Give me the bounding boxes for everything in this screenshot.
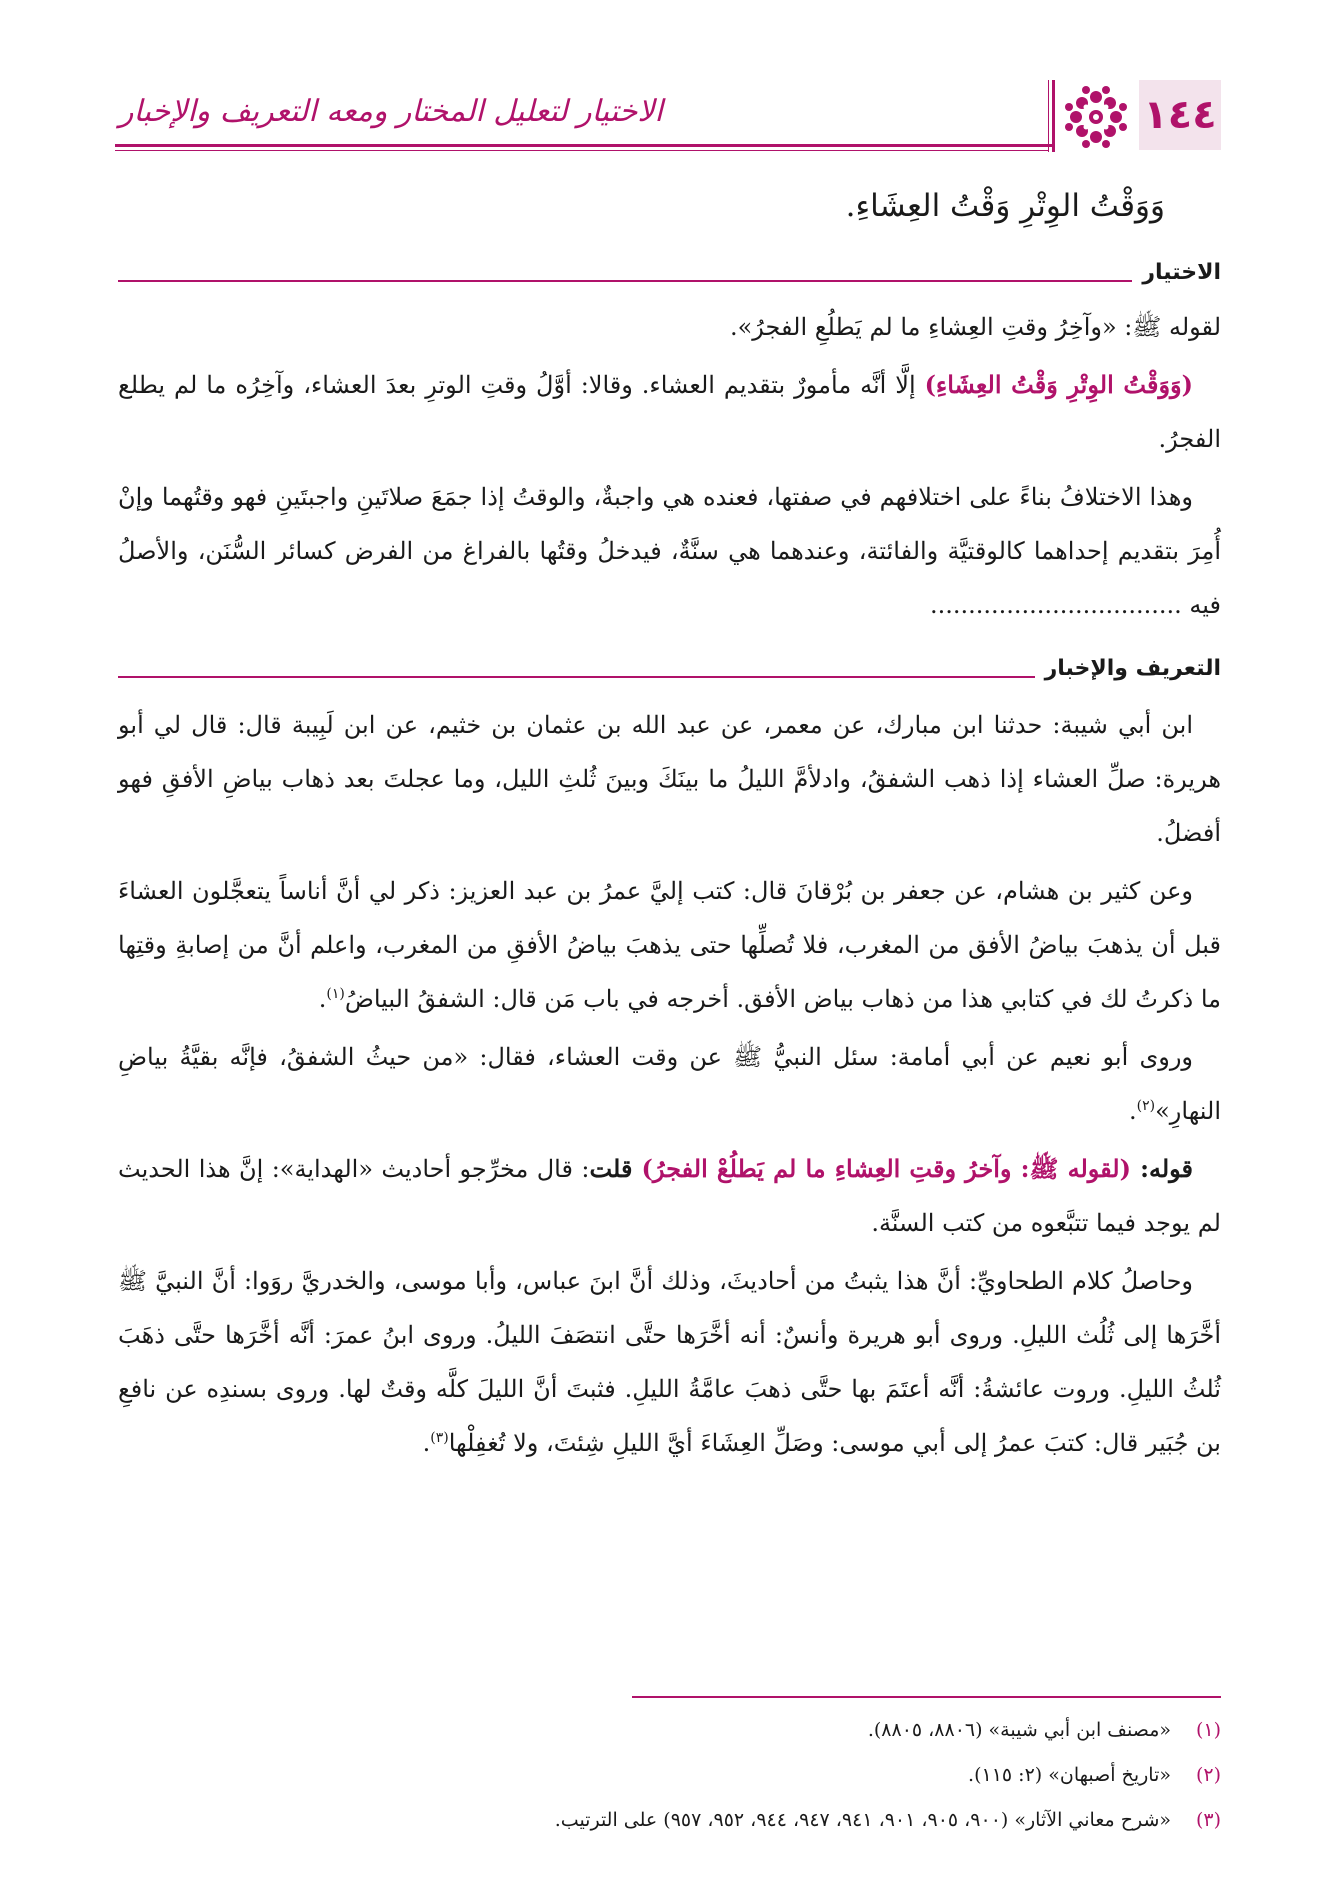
footnote-item: [118, 1753, 1221, 1798]
page-number: ١٤٤: [1139, 80, 1221, 150]
header-divider-thin: [115, 150, 1049, 151]
book-title: الاختيار لتعليل المختار ومعه التعريف والإخبار: [119, 94, 663, 129]
header-divider: [115, 144, 1055, 147]
paragraph: [118, 1142, 1221, 1250]
header-divider-vertical: [1052, 80, 1055, 152]
section-header-ikhtiyar: [118, 256, 1221, 296]
matn-quote: (وَوَقْتُ الوِتْرِ وَقْتُ العِشَاءِ): [924, 370, 1193, 399]
paragraph: [118, 698, 1221, 860]
footnote-ref[interactable]: (٣): [430, 1430, 449, 1446]
paragraph-text: لقوله ﷺ: «وآخِرُ وقتِ العِشاءِ ما لم يَطلُعِ الفجرُ».: [729, 313, 1221, 341]
footnote-ref[interactable]: (٢): [1136, 1098, 1156, 1114]
footnotes: [118, 1708, 1221, 1843]
footnote-number: (١): [1195, 1719, 1221, 1741]
footnote-divider: [632, 1696, 1221, 1698]
section-rule: [118, 280, 1221, 282]
paragraph-text: ابن أبي شيبة: حدثنا ابن مبارك، عن معمر، عن عبد الله بن عثمان بن خثيم، عن ابن لَبِيبة قال: قال لي أبو هريرة: صلِّ العشاء إذا ذهب الشفقُ، وادلأمَّ الليلُ ما بينَكَ وبينَ ثُلثِ الليل، وما عجلتَ بعد ذهاب بياضِ الأفقِ فهو أفضلُ.: [118, 711, 1221, 847]
paragraph: [118, 300, 1221, 354]
footnote-text: «مصنف ابن أبي شيبة» (٨٨٠٦، ٨٨٠٥).: [867, 1719, 1171, 1741]
footnote-text: «تاريخ أصبهان» (٢: ١١٥).: [968, 1764, 1171, 1786]
matn-quote: (لقوله ﷺ: وآخرُ وقتِ العِشاءِ ما لم يَطلُعْ الفجرُ): [641, 1154, 1131, 1183]
paragraph: [118, 470, 1221, 632]
section-header-tarif: [118, 652, 1221, 692]
tarif-body: [118, 698, 1221, 1474]
paragraph: وروى أبو نعيم عن أبي أمامة: سئل النبيُّ ﷺ عن وقت العشاء، فقال: «من حيثُ الشفقُ، فإنَّه بقيَّةُ بياضِ النهارِ»$^{(٢)}$.: [118, 1043, 1221, 1125]
page-header: [115, 80, 1221, 155]
footnote-item: [118, 1798, 1221, 1843]
section-title: التعريف والإخبار: [1035, 652, 1221, 686]
qawluhu-label: قوله:: [1130, 1154, 1194, 1183]
paragraph-text: وحاصلُ كلام الطحاويِّ: أنَّ هذا يثبتُ من أحاديثَ، وذلك أنَّ ابنَ عباس، وأبا موسى، والخدريَّ روَوا: أنَّ النبيَّ ﷺ أخَّرَها إلى ثُلُث الليلِ. وروى أبو هريرة وأنسٌ: أنه أخَّرَها حتَّى انتصَفَ الليلُ. وروى ابنُ عمرَ: أنَّه أخَّرَها حتَّى ذهَبَ ثُلثُ الليلِ. وروت عائشةُ: أنَّه أعتَمَ بها حتَّى ذهبَ عامَّةُ الليلِ. فثبتَ أنَّ الليلَ كلَّه وقتٌ لها. وروى بسندِه عن نافعِ بن جُبَير قال: كتبَ عمرُ إلى أبي موسى: وصَلِّ العِشَاءَ أيَّ الليلِ شِئتَ، ولا تُغفِلْها: [118, 1267, 1221, 1457]
rosette-icon: [1063, 84, 1129, 150]
paragraph-text: وهذا الاختلافُ بناءً على اختلافهم في صفتها، فعنده هي واجبةٌ، والوقتُ إذا جمَعَ صلاتَينِ واجبتَينِ فهو وقتُهما وإنْ أُمِرَ بتقديم إحداهما كالوقتيَّة والفائتة، وعندهما هي سنَّةٌ، فيدخلُ وقتُها بالفراغ من الفرض كسائر السُّنَن، والأصلُ فيه: [118, 483, 1222, 619]
header-divider-vertical-thin: [1048, 80, 1049, 152]
footnote-number: (٣): [1195, 1809, 1221, 1831]
paragraph: وحاصلُ كلام الطحاويِّ: أنَّ هذا يثبتُ من أحاديثَ، وذلك أنَّ ابنَ عباس، وأبا موسى، والخدريَّ روَوا: أنَّ النبيَّ ﷺ أخَّرَها إلى ثُلُث الليلِ. وروى أبو هريرة وأنسٌ: أنه أخَّرَها حتَّى انتصَفَ الليلُ. وروى ابنُ عمرَ: أنَّه أخَّرَها حتَّى ذهَبَ ثُلثُ الليلِ. وروت عائشةُ: أنَّه أعتَمَ بها حتَّى ذهبَ عامَّةُ الليلِ. فثبتَ أنَّ الليلَ كلَّه وقتٌ لها. وروى بسندِه عن نافعِ بن جُبَير قال: كتبَ عمرُ إلى أبي موسى: وصَلِّ العِشَاءَ أيَّ الليلِ شِئتَ، ولا تُغفِلْها$^{(٣)}$.: [118, 1267, 1221, 1457]
paragraph-text: وعن كثير بن هشام، عن جعفر بن بُرْقانَ قال: كتب إليَّ عمرُ بن عبد العزيز: ذكر لي أنَّ أناساً يتعجَّلون العشاءَ قبل أن يذهبَ بياضُ الأفق من المغرب، فلا تُصلِّها حتى يذهبَ بياضُ الأفقِ من المغرب، واعلم أنَّ من إصابةِ وقتِها ما ذكرتُ لك في كتابي هذا من ذهاب بياض الأفق. أخرجه في باب مَن قال: الشفقُ البياضُ: [118, 877, 1221, 1013]
footnote-ref[interactable]: (١): [326, 986, 345, 1002]
paragraph: [118, 358, 1221, 466]
footnote-text: «شرح معاني الآثار» (٩٠٠، ٩٠٥، ٩٠١، ٩٤١، ٩٤٧، ٩٤٤، ٩٥٢، ٩٥٧) على الترتيب.: [554, 1809, 1171, 1831]
paragraph-text: إلَّا أنَّه مأمورٌ بتقديم العشاء. وقالا: أوَّلُ وقتِ الوترِ بعدَ العشاء، وآخِرُه ما لم يطلع الفجرُ.: [118, 371, 1221, 453]
qultu-label: قلت: [589, 1154, 642, 1183]
footnote-number: (٢): [1195, 1764, 1221, 1786]
section-title: الاختيار: [1132, 256, 1221, 290]
ikhtiyar-body: [118, 300, 1221, 636]
footnote-item: [118, 1708, 1221, 1753]
matn-text: وَوَقْتُ الوِتْرِ وَقْتُ العِشَاءِ.: [845, 188, 1165, 224]
ellipsis-dots: .................................: [930, 591, 1182, 619]
paragraph-text: وروى أبو نعيم عن أبي أمامة: سئل النبيُّ ﷺ عن وقت العشاء، فقال: «من حيثُ الشفقُ، فإنَّه بقيَّةُ بياضِ النهارِ»: [118, 1043, 1221, 1125]
paragraph: وعن كثير بن هشام، عن جعفر بن بُرْقانَ قال: كتب إليَّ عمرُ بن عبد العزيز: ذكر لي أنَّ أناساً يتعجَّلون العشاءَ قبل أن يذهبَ بياضُ الأفق من المغرب، فلا تُصلِّها حتى يذهبَ بياضُ الأفقِ من المغرب، واعلم أنَّ من إصابةِ وقتِها ما ذكرتُ لك في كتابي هذا من ذهاب بياض الأفق. أخرجه في باب مَن قال: الشفقُ البياضُ$^{(١)}$.: [118, 877, 1221, 1013]
paragraph-text: : قال مخرِّجو أحاديث «الهداية»: إنَّ هذا الحديث لم يوجد فيما تتبَّعوه من كتب السنَّة.: [118, 1155, 1221, 1237]
